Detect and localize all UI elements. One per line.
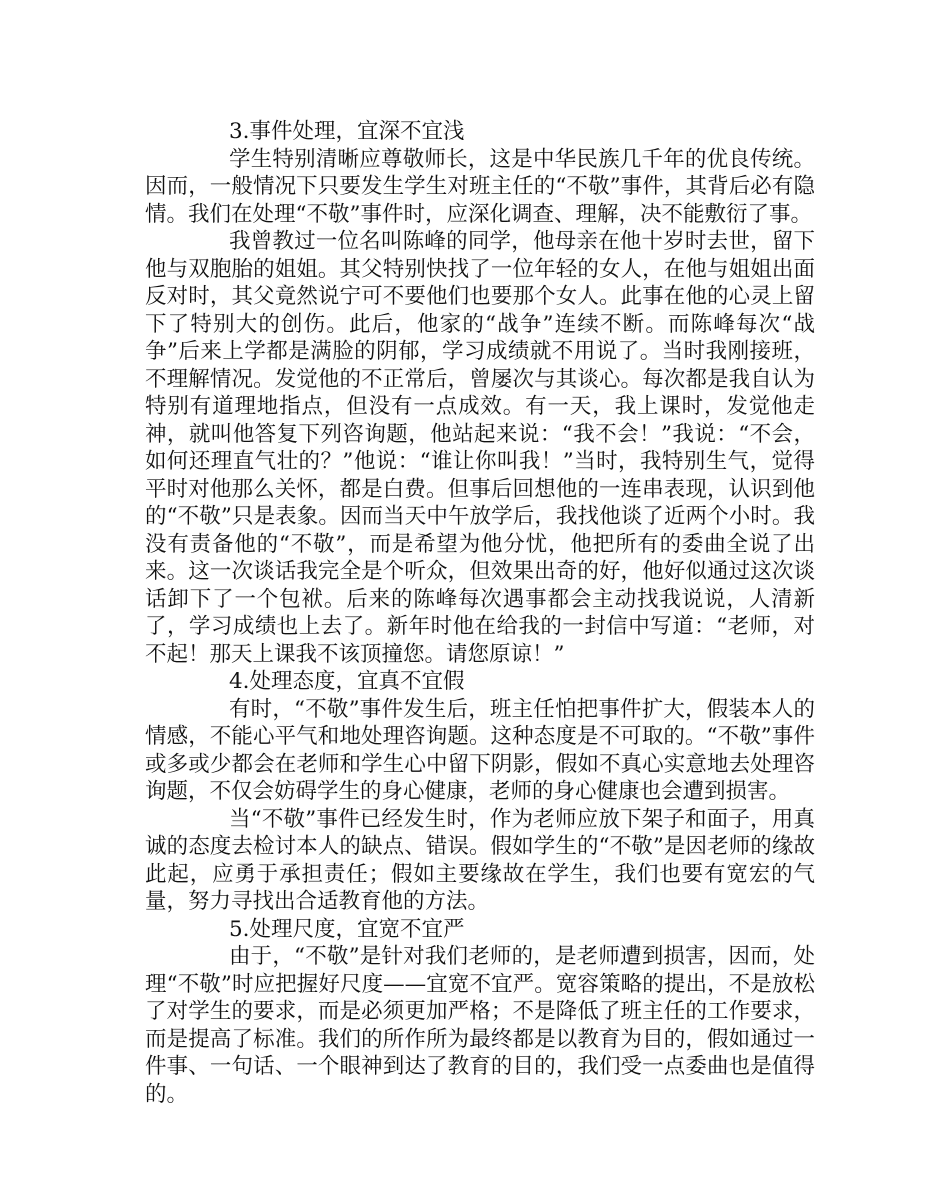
- document-body: [145, 118, 815, 1108]
- body-paragraph: 由于，“不敬”是针对我们老师的，是老师遭到损害，因而，处理“不敬”时应把握好尺度——宜宽不宜严。宽容策略的提出，不是放松了对学生的要求，而是必须更加严格；不是降低了班主任的工作要求，而是提高了标准。我们的所作所为最终都是以教育为目的，假如通过一件事、一句话、一个眼神到达了教育的目的，我们受一点委曲也是值得的。: [145, 944, 815, 1107]
- body-paragraph: 当“不敬”事件已经发生时，作为老师应放下架子和面子，用真诚的态度去检讨本人的缺点、错误。假如学生的“不敬”是因老师的缘故此起，应勇于承担责任；假如主要缘故在学生，我们也要有宽宏的气量，努力寻找出合适教育他的方法。: [145, 806, 815, 914]
- section-heading: 3.事件处理，宜深不宜浅: [229, 119, 465, 144]
- section-heading: 5.处理尺度，宜宽不宜严: [229, 916, 465, 942]
- body-paragraph: 我曾教过一位名叫陈峰的同学，他母亲在他十岁时去世，留下他与双胞胎的姐姐。其父特别快找了一位年轻的女人，在他与姐姐出面反对时，其父竟然说宁可不要他们也要那个女人。此事在他的心灵上留下了特别大的创伤。此后，他家的“战争”连续不断。而陈峰每次“战争”后来上学都是满脸的阴郁，学习成绩就不用说了。当时我刚接班，不理解情况。发觉他的不正常后，曾屡次与其谈心。每次都是我自认为特别有道理地指点，但没有一点成效。有一天，我上课时，发觉他走神，就叫他答复下列咨询题，他站起来说：“我不会！”我说：“不会，如何还理直气壮的？”他说：“谁让你叫我！”当时，我特别生气，觉得平时对他那么关怀，都是白费。但事后回想他的一连串表现，认识到他的“不敬”只是表象。因而当天中午放学后，我找他谈了近两个小时。我没有责备他的“不敬”，而是希望为他分忧，他把所有的委曲全说了出来。这一次谈话我完全是个听众，但效果出奇的好，他好似通过这次谈话卸下了一个包袱。后来的陈峰每次遇事都会主动找我说说，人清新了，学习成绩也上去了。新年时他在给我的一封信中写道：“老师，对不起！那天上课我不该顶撞您。请您原谅！”: [145, 229, 815, 667]
- body-paragraph: 学生特别清晰应尊敬师长，这是中华民族几千年的优良传统。因而，一般情况下只要发生学生对班主任的“不敬”事件，其背后必有隐情。我们在处理“不敬”事件时，应深化调查、理解，决不能敷衍了事。: [145, 146, 815, 227]
- section-heading: 4.处理态度，宜真不宜假: [229, 669, 465, 694]
- body-paragraph: 有时，“不敬”事件发生后，班主任怕把事件扩大，假装本人的情感，不能心平气和地处理咨询题。这种态度是不可取的。“不敬”事件或多或少都会在老师和学生心中留下阴影，假如不真心实意地去处理咨询题，不仅会妨碍学生的身心健康，老师的身心健康也会遭到损害。: [145, 696, 815, 804]
